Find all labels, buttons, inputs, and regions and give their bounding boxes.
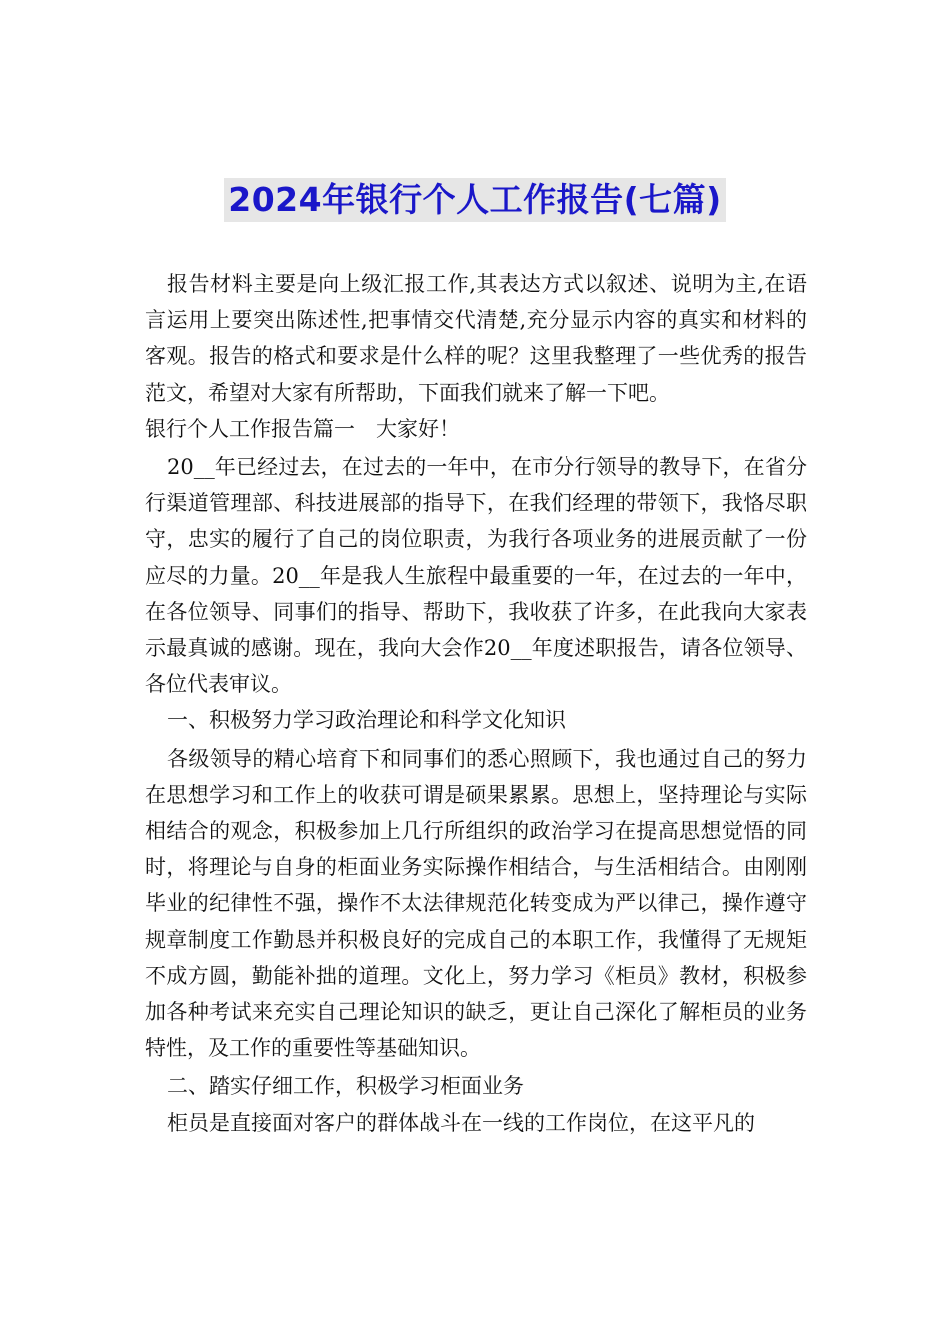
- paragraph-section-two: 柜员是直接面对客户的群体战斗在一线的工作岗位，在这平凡的: [167, 1110, 755, 1135]
- document-body: [145, 266, 807, 1141]
- heading-section-one: 一、积极努力学习政治理论和科学文化知识: [167, 708, 566, 733]
- paragraph-intro: 报告材料主要是向上级汇报工作,其表达方式以叙述、说明为主,在语言运用上要突出陈述性,把事情交代清楚,充分显示内容的真实和材料的客观。报告的格式和要求是什么样的呢？这里我整理了一些优秀的报告范文，希望对大家有所帮助，下面我们就来了解一下吧。: [145, 272, 807, 405]
- document-title: 2024年银行个人工作报告(七篇): [224, 178, 726, 222]
- paragraph-section-heading: 银行个人工作报告篇一 大家好！: [145, 416, 460, 441]
- title-wrap: [0, 178, 950, 222]
- heading-section-two: 二、踏实仔细工作，积极学习柜面业务: [167, 1074, 524, 1099]
- paragraph-section-one: 各级领导的精心培育下和同事们的悉心照顾下，我也通过自己的努力在思想学习和工作上的收获可谓是硕果累累。思想上，坚持理论与实际相结合的观念，积极参加上几行所组织的政治学习在提高思想觉悟的同时，将理论与自身的柜面业务实际操作相结合，与生活相结合。由刚刚毕业的纪律性不强，操作不太法律规范化转变成为严以律己，操作遵守规章制度工作勤恳并积极良好的完成自己的本职工作，我懂得了无规矩不成方圆，勤能补拙的道理。文化上，努力学习《柜员》教材，积极参加各种考试来充实自己理论知识的缺乏，更让自己深化了解柜员的业务特性，及工作的重要性等基础知识。: [145, 746, 807, 1061]
- paragraph-review: 20__年已经过去，在过去的一年中，在市分行领导的教导下，在省分行渠道管理部、科技进展部的指导下，在我们经理的带领下，我恪尽职守，忠实的履行了自己的岗位职责，为我行各项业务的进展贡献了一份应尽的力量。20__年是我人生旅程中最重要的一年，在过去的一年中，在各位领导、同事们的指导、帮助下，我收获了许多，在此我向大家表示最真诚的感谢。现在，我向大会作20__年度述职报告，请各位领导、各位代表审议。: [145, 455, 807, 697]
